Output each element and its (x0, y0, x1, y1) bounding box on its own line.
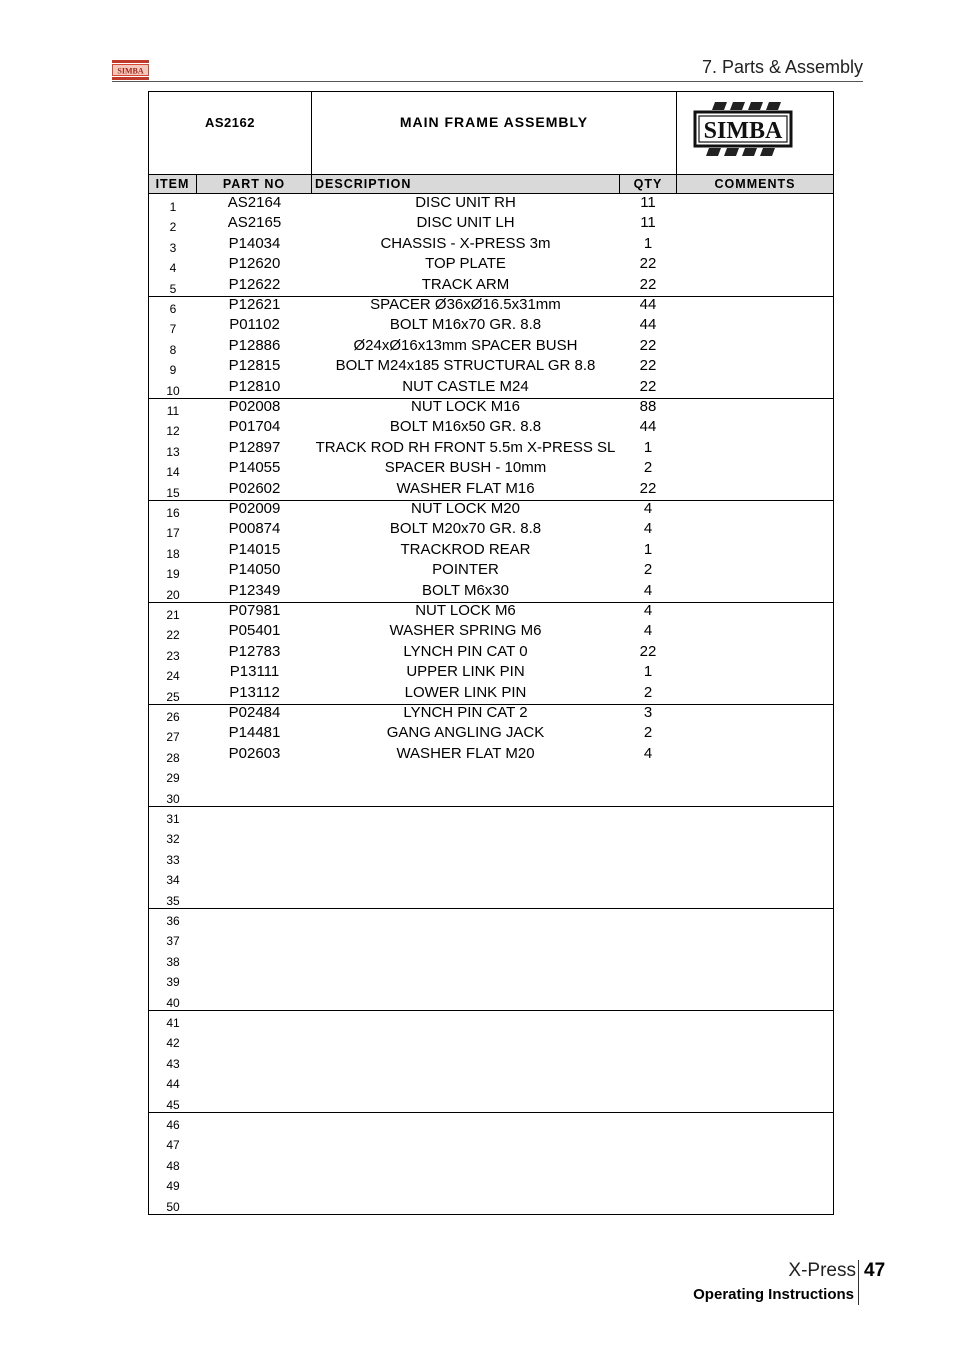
part-number: P12897 (228, 438, 281, 456)
part-number: P05401 (228, 622, 281, 640)
quantity: 4 (643, 622, 653, 640)
item-number: 24 (166, 669, 180, 684)
table-row (149, 928, 833, 948)
table-row (149, 480, 833, 500)
quantity: 11 (640, 214, 656, 232)
table-row (149, 704, 833, 724)
table-row (149, 867, 833, 887)
part-number: P02603 (228, 744, 281, 762)
part-description: NUT LOCK M16 (411, 398, 520, 415)
item-number: 39 (166, 975, 180, 990)
part-number: P14481 (228, 724, 281, 742)
quantity: 2 (643, 724, 653, 742)
column-header-row (149, 174, 833, 194)
table-row (149, 337, 833, 357)
part-description: NUT LOCK M6 (415, 602, 516, 619)
table-row (149, 214, 833, 234)
part-description: NUT LOCK M20 (411, 500, 520, 517)
table-row (149, 1153, 833, 1173)
divider (311, 175, 312, 193)
part-number: P14015 (228, 540, 281, 558)
quantity: 22 (639, 275, 657, 293)
part-description: BOLT M24x185 STRUCTURAL GR 8.8 (335, 357, 596, 375)
table-row (149, 1030, 833, 1050)
table-row (149, 745, 833, 765)
table-row (149, 1092, 833, 1112)
product-name: X-Press (788, 1260, 856, 1281)
item-number: 45 (166, 1097, 180, 1112)
part-number: P00874 (228, 520, 281, 538)
part-description: UPPER LINK PIN (406, 663, 525, 681)
table-row (149, 316, 833, 336)
quantity: 22 (639, 377, 657, 395)
part-number: P14050 (228, 561, 281, 579)
item-number: 36 (166, 914, 180, 928)
item-number: 38 (166, 954, 180, 969)
table-row (149, 398, 833, 418)
item-number: 34 (166, 873, 180, 888)
quantity: 88 (639, 398, 657, 415)
quantity: 2 (643, 683, 653, 701)
table-row (149, 806, 833, 826)
item-number: 28 (166, 750, 180, 765)
table-row (149, 1132, 833, 1152)
simba-small-logo (112, 58, 149, 80)
quantity: 4 (643, 581, 653, 599)
item-number: 37 (166, 934, 180, 949)
col-comments: COMMENTS (714, 177, 796, 191)
part-number: P12810 (228, 377, 281, 395)
part-number: P12620 (228, 255, 281, 273)
quantity: 1 (643, 438, 653, 456)
part-description: TOP PLATE (425, 255, 506, 273)
assembly-code: AS2162 (205, 115, 255, 130)
section-title: 7. Parts & Assembly (701, 57, 863, 77)
part-description: POINTER (432, 561, 499, 579)
item-number: 35 (166, 893, 180, 908)
item-number: 17 (166, 526, 180, 541)
table-row (149, 949, 833, 969)
item-number: 5 (169, 281, 177, 296)
document-subtitle: Operating Instructions (693, 1286, 854, 1303)
item-number: 18 (166, 546, 180, 561)
item-number: 29 (166, 771, 180, 786)
part-number: P02008 (228, 398, 281, 415)
table-row (149, 969, 833, 989)
part-description: BOLT M16x50 GR. 8.8 (389, 418, 542, 436)
item-number: 22 (166, 628, 180, 643)
item-number: 43 (166, 1056, 180, 1071)
parts-table (148, 91, 834, 1215)
quantity: 1 (643, 234, 653, 252)
table-row (149, 826, 833, 846)
quantity: 3 (643, 704, 653, 721)
table-row (149, 520, 833, 540)
col-qty: QTY (633, 177, 663, 191)
page-number: 47 (864, 1260, 886, 1281)
table-row (149, 1173, 833, 1193)
footer-divider (858, 1260, 859, 1305)
svg-text:SIMBA: SIMBA (703, 118, 783, 144)
table-row (149, 786, 833, 806)
item-number: 7 (169, 322, 177, 337)
part-description: CHASSIS - X-PRESS 3m (380, 234, 551, 252)
part-description: BOLT M20x70 GR. 8.8 (389, 520, 542, 538)
item-number: 41 (166, 1016, 180, 1030)
part-number: AS2164 (227, 194, 282, 211)
quantity: 4 (643, 744, 653, 762)
quantity: 2 (643, 459, 653, 477)
part-number: P12783 (228, 642, 281, 660)
table-row (149, 378, 833, 398)
item-number: 10 (166, 383, 180, 398)
table-row (149, 194, 833, 214)
part-number: P12621 (228, 296, 281, 313)
part-number: P02484 (228, 704, 281, 721)
table-row (149, 602, 833, 622)
item-number: 42 (166, 1036, 180, 1051)
table-row (149, 663, 833, 683)
part-number: P14034 (228, 234, 281, 252)
table-row (149, 418, 833, 438)
item-number: 46 (166, 1118, 180, 1132)
table-row (149, 643, 833, 663)
part-description: TRACK ARM (421, 275, 510, 293)
item-number: 11 (166, 404, 180, 418)
divider (676, 92, 677, 174)
item-number: 3 (169, 240, 177, 255)
item-number: 26 (166, 710, 180, 724)
table-row (149, 582, 833, 602)
table-row (149, 990, 833, 1010)
item-number: 31 (166, 812, 180, 826)
table-row (149, 684, 833, 704)
part-number: P12886 (228, 336, 281, 354)
col-part-no: PART NO (222, 177, 286, 191)
table-row (149, 888, 833, 908)
part-number: P13111 (229, 663, 280, 681)
part-description: LYNCH PIN CAT 2 (403, 704, 528, 721)
col-description: DESCRIPTION (315, 177, 412, 191)
table-row (149, 1112, 833, 1132)
table-row (149, 459, 833, 479)
col-item: ITEM (155, 177, 190, 191)
item-number: 1 (169, 200, 177, 214)
part-description: SPACER Ø36xØ16.5x31mm (370, 296, 561, 313)
table-row (149, 357, 833, 377)
part-number: P01704 (228, 418, 281, 436)
item-number: 23 (166, 648, 180, 663)
part-description: Ø24xØ16x13mm SPACER BUSH (353, 336, 578, 354)
item-number: 50 (166, 1199, 180, 1214)
table-row (149, 541, 833, 561)
item-number: 4 (169, 261, 177, 276)
table-row (149, 439, 833, 459)
part-description: TRACKROD REAR (400, 540, 531, 558)
item-number: 15 (166, 485, 180, 500)
item-number: 13 (166, 444, 180, 459)
assembly-title: MAIN FRAME ASSEMBLY (399, 114, 589, 130)
item-number: 8 (169, 342, 177, 357)
table-row (149, 908, 833, 928)
svg-text:SIMBA: SIMBA (117, 66, 144, 76)
part-description: SPACER BUSH - 10mm (384, 459, 547, 477)
divider (311, 92, 312, 174)
quantity: 22 (639, 255, 657, 273)
quantity: 2 (643, 561, 653, 579)
quantity: 1 (643, 540, 653, 558)
part-description: DISC UNIT LH (416, 214, 515, 232)
assembly-title-box (149, 92, 833, 174)
item-number: 20 (166, 587, 180, 602)
quantity: 44 (639, 296, 657, 313)
quantity: 22 (639, 336, 657, 354)
part-number: P12622 (228, 275, 281, 293)
quantity: 22 (639, 642, 657, 660)
item-number: 9 (169, 363, 177, 378)
item-number: 33 (166, 852, 180, 867)
table-row (149, 255, 833, 275)
item-number: 21 (166, 608, 180, 622)
part-description: BOLT M6x30 (422, 581, 509, 599)
part-description: TRACK ROD RH FRONT 5.5m X-PRESS SL (315, 438, 616, 456)
part-description: NUT CASTLE M24 (402, 377, 529, 395)
table-row (149, 1051, 833, 1071)
part-description: LYNCH PIN CAT 0 (403, 642, 528, 660)
quantity: 1 (643, 663, 653, 681)
item-number: 40 (166, 995, 180, 1010)
table-row (149, 1194, 833, 1214)
part-number: P13112 (229, 683, 280, 701)
item-number: 19 (166, 567, 180, 582)
header-rule (112, 81, 863, 82)
item-number: 47 (166, 1138, 180, 1153)
table-row (149, 561, 833, 581)
item-number: 48 (166, 1158, 180, 1173)
quantity: 11 (640, 194, 656, 211)
quantity: 4 (643, 500, 653, 517)
part-number: P02602 (228, 479, 281, 497)
table-row (149, 724, 833, 744)
item-number: 25 (166, 689, 180, 704)
quantity: 44 (639, 418, 657, 436)
part-number: P01102 (229, 316, 280, 334)
item-number: 49 (166, 1179, 180, 1194)
item-number: 14 (166, 465, 180, 480)
quantity: 22 (639, 479, 657, 497)
part-number: P14055 (228, 459, 281, 477)
part-number: AS2165 (227, 214, 282, 232)
table-row (149, 1071, 833, 1091)
item-number: 16 (166, 506, 180, 520)
item-number: 27 (166, 730, 180, 745)
simba-logo (693, 98, 793, 162)
quantity: 4 (643, 520, 653, 538)
table-row (149, 276, 833, 296)
part-number: P12349 (228, 581, 281, 599)
item-number: 32 (166, 832, 180, 847)
part-description: WASHER SPRING M6 (389, 622, 542, 640)
quantity: 4 (643, 602, 653, 619)
item-number: 6 (169, 302, 177, 316)
table-row (149, 500, 833, 520)
item-number: 30 (166, 791, 180, 806)
quantity: 22 (639, 357, 657, 375)
part-number: P07981 (228, 602, 281, 619)
item-number: 44 (166, 1077, 180, 1092)
table-row (149, 1010, 833, 1030)
item-number: 12 (166, 424, 180, 439)
part-description: LOWER LINK PIN (404, 683, 527, 701)
item-number: 2 (169, 220, 177, 235)
table-row (149, 765, 833, 785)
table-row (149, 622, 833, 642)
part-description: BOLT M16x70 GR. 8.8 (389, 316, 542, 334)
quantity: 44 (639, 316, 657, 334)
part-number: P02009 (228, 500, 281, 517)
table-row (149, 847, 833, 867)
part-description: WASHER FLAT M20 (396, 744, 535, 762)
part-number: P12815 (228, 357, 281, 375)
part-description: DISC UNIT RH (415, 194, 516, 211)
table-row (149, 296, 833, 316)
table-row (149, 235, 833, 255)
part-description: WASHER FLAT M16 (396, 479, 535, 497)
part-description: GANG ANGLING JACK (386, 724, 545, 742)
